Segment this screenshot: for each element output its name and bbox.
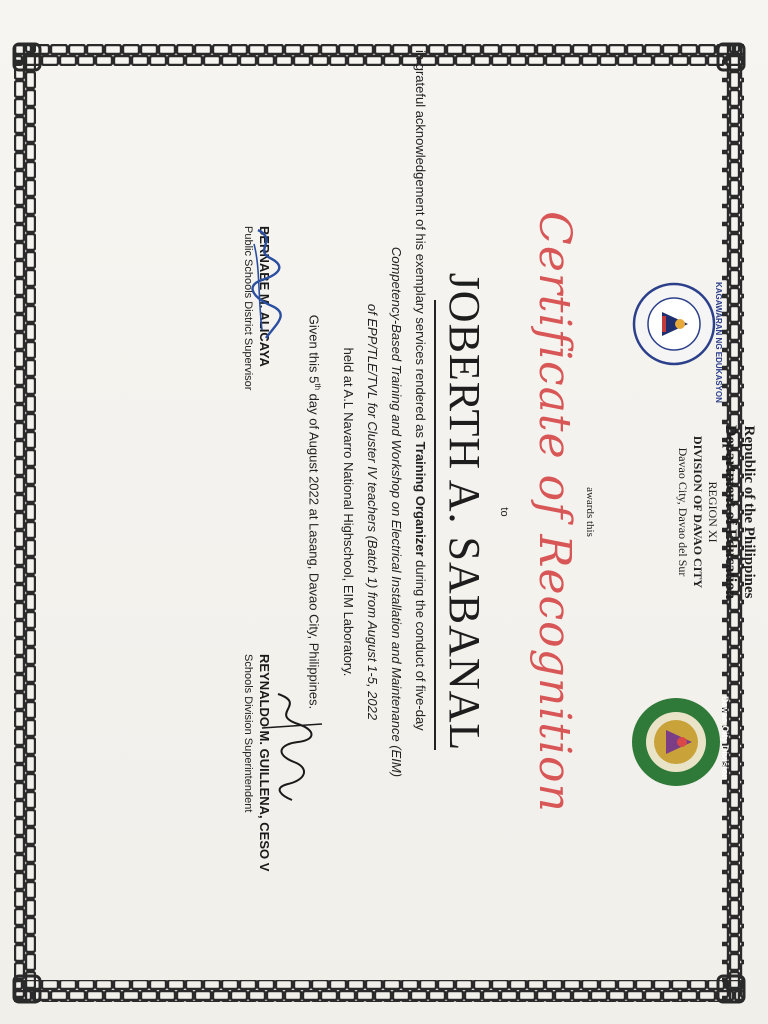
certificate-title: Certificate of Recognition [529, 211, 580, 813]
letterhead [677, 412, 758, 612]
body-line-4: held at A.L Navarro National Highschool, EIM Laboratory. [341, 347, 356, 677]
recipient-name: JOBERTH A. SABANAL [440, 272, 489, 752]
signatory-left-title: Public Schools District Supervisor [242, 226, 254, 391]
awards-this-label: awards this [584, 487, 596, 537]
body-line-3: of EPP/TLE/TVL for Cluster IV teachers (Batch 1) from August 1-5, 2022 [365, 303, 380, 721]
deped-seal-icon [632, 282, 723, 403]
body-line-1 [413, 50, 428, 950]
signature-right-icon [258, 684, 328, 804]
signatory-left [242, 226, 272, 446]
letterhead-republic: Republic of the Philippines [741, 425, 757, 599]
signatory-right-name: REYNALDO M. GUILLENA, CESO V [257, 654, 272, 872]
body-line-1-prefix: in grateful acknowledgement of his exemplary services rendered as [413, 50, 428, 442]
signatory-right-title: Schools Division Superintendent [242, 654, 254, 813]
body-line-2: Competency-Based Training and Workshop on Electrical Installation and Maintenance (EIM) [389, 246, 404, 778]
to-label: to [498, 507, 510, 517]
given-line [307, 0, 322, 1024]
signatory-left-name: BERNABE M. ALICAYA [257, 226, 272, 367]
letterhead-department: Department of Education [722, 424, 739, 600]
letterhead-city: Davao City, Davao del Sur [676, 447, 690, 577]
davao-city-division-seal-icon [630, 696, 730, 788]
right-seal-ring-text: Davao City Division [720, 696, 730, 781]
body-line-1-suffix: during the conduct of five-day [413, 556, 428, 731]
left-seal-ring-text: KAGAWARAN NG EDUKASYON [714, 282, 723, 403]
body-role: Training Organizer [413, 441, 428, 557]
recipient-underline [434, 300, 436, 750]
signatory-right [242, 654, 272, 874]
letterhead-division: DIVISION OF DAVAO CITY [691, 435, 705, 589]
signature-left-icon [248, 226, 284, 346]
given-prefix: Given this 5 [306, 314, 322, 384]
letterhead-region: REGION XI [706, 481, 720, 543]
given-superscript: th [313, 383, 322, 391]
given-suffix: day of August 2022 at Lasang, Davao City, Philippines. [306, 390, 322, 710]
